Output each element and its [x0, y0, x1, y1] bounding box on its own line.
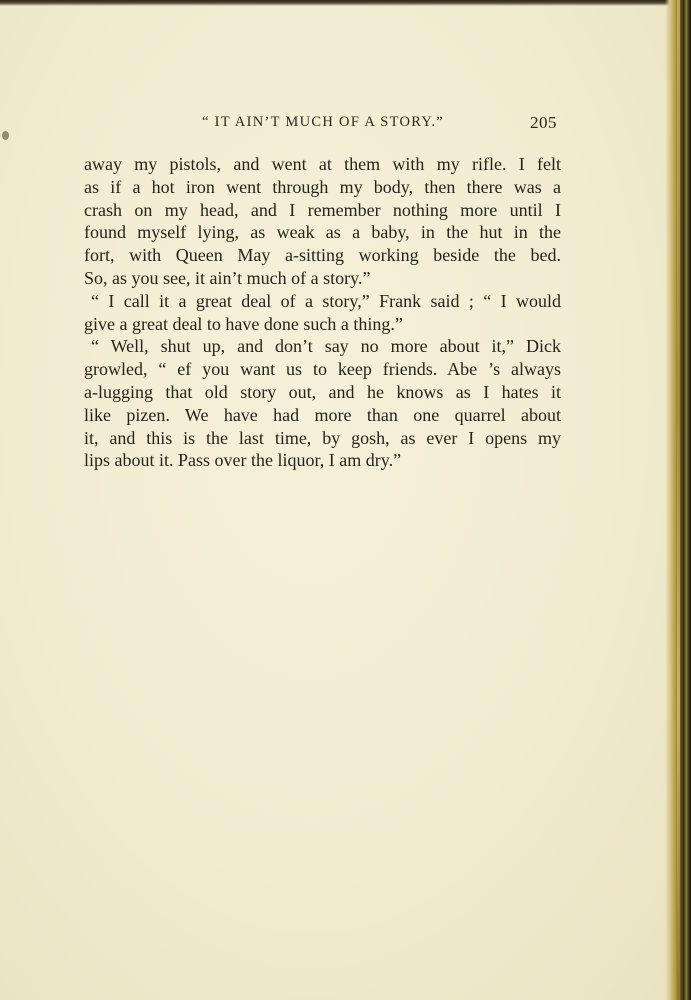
page-number: 205: [530, 113, 557, 132]
text-line: crash on my head, and I remember nothing more until I: [84, 199, 561, 220]
text-line: fort, with Queen May a-sitting working beside the bed.: [84, 245, 561, 266]
text-line: found myself lying, as weak as a baby, in the hut in the: [84, 222, 561, 243]
text-line: growled, “ ef you want us to keep friends. Abe ’s always: [84, 359, 561, 380]
text-line: give a great deal to have done such a thing.”: [84, 313, 403, 334]
text-line: as if a hot iron went through my body, then there was a: [84, 176, 561, 197]
text-line: a-lugging that old story out, and he knows as I hates it: [84, 381, 561, 402]
running-head: [0, 114, 691, 136]
body-text: [84, 153, 561, 472]
running-head-title: “ IT AIN’T MUCH OF A STORY.”: [202, 114, 444, 130]
text-line: away my pistols, and went at them with my rifle. I felt: [84, 154, 561, 174]
text-line: lips about it. Pass over the liquor, I am dry.”: [84, 450, 402, 471]
text-line: like pizen. We have had more than one quarrel about: [84, 404, 561, 425]
binding-stripe: [677, 0, 680, 1000]
text-line: “ I call it a great deal of a story,” Frank said ; “ I would: [91, 290, 561, 311]
text-line: “ Well, shut up, and don’t say no more about it,” Dick: [91, 336, 561, 357]
page-top-edge: [0, 0, 691, 6]
text-line: it, and this is the last time, by gosh, as ever I opens my: [84, 427, 561, 448]
text-line: So, as you see, it ain’t much of a story.”: [84, 267, 371, 288]
